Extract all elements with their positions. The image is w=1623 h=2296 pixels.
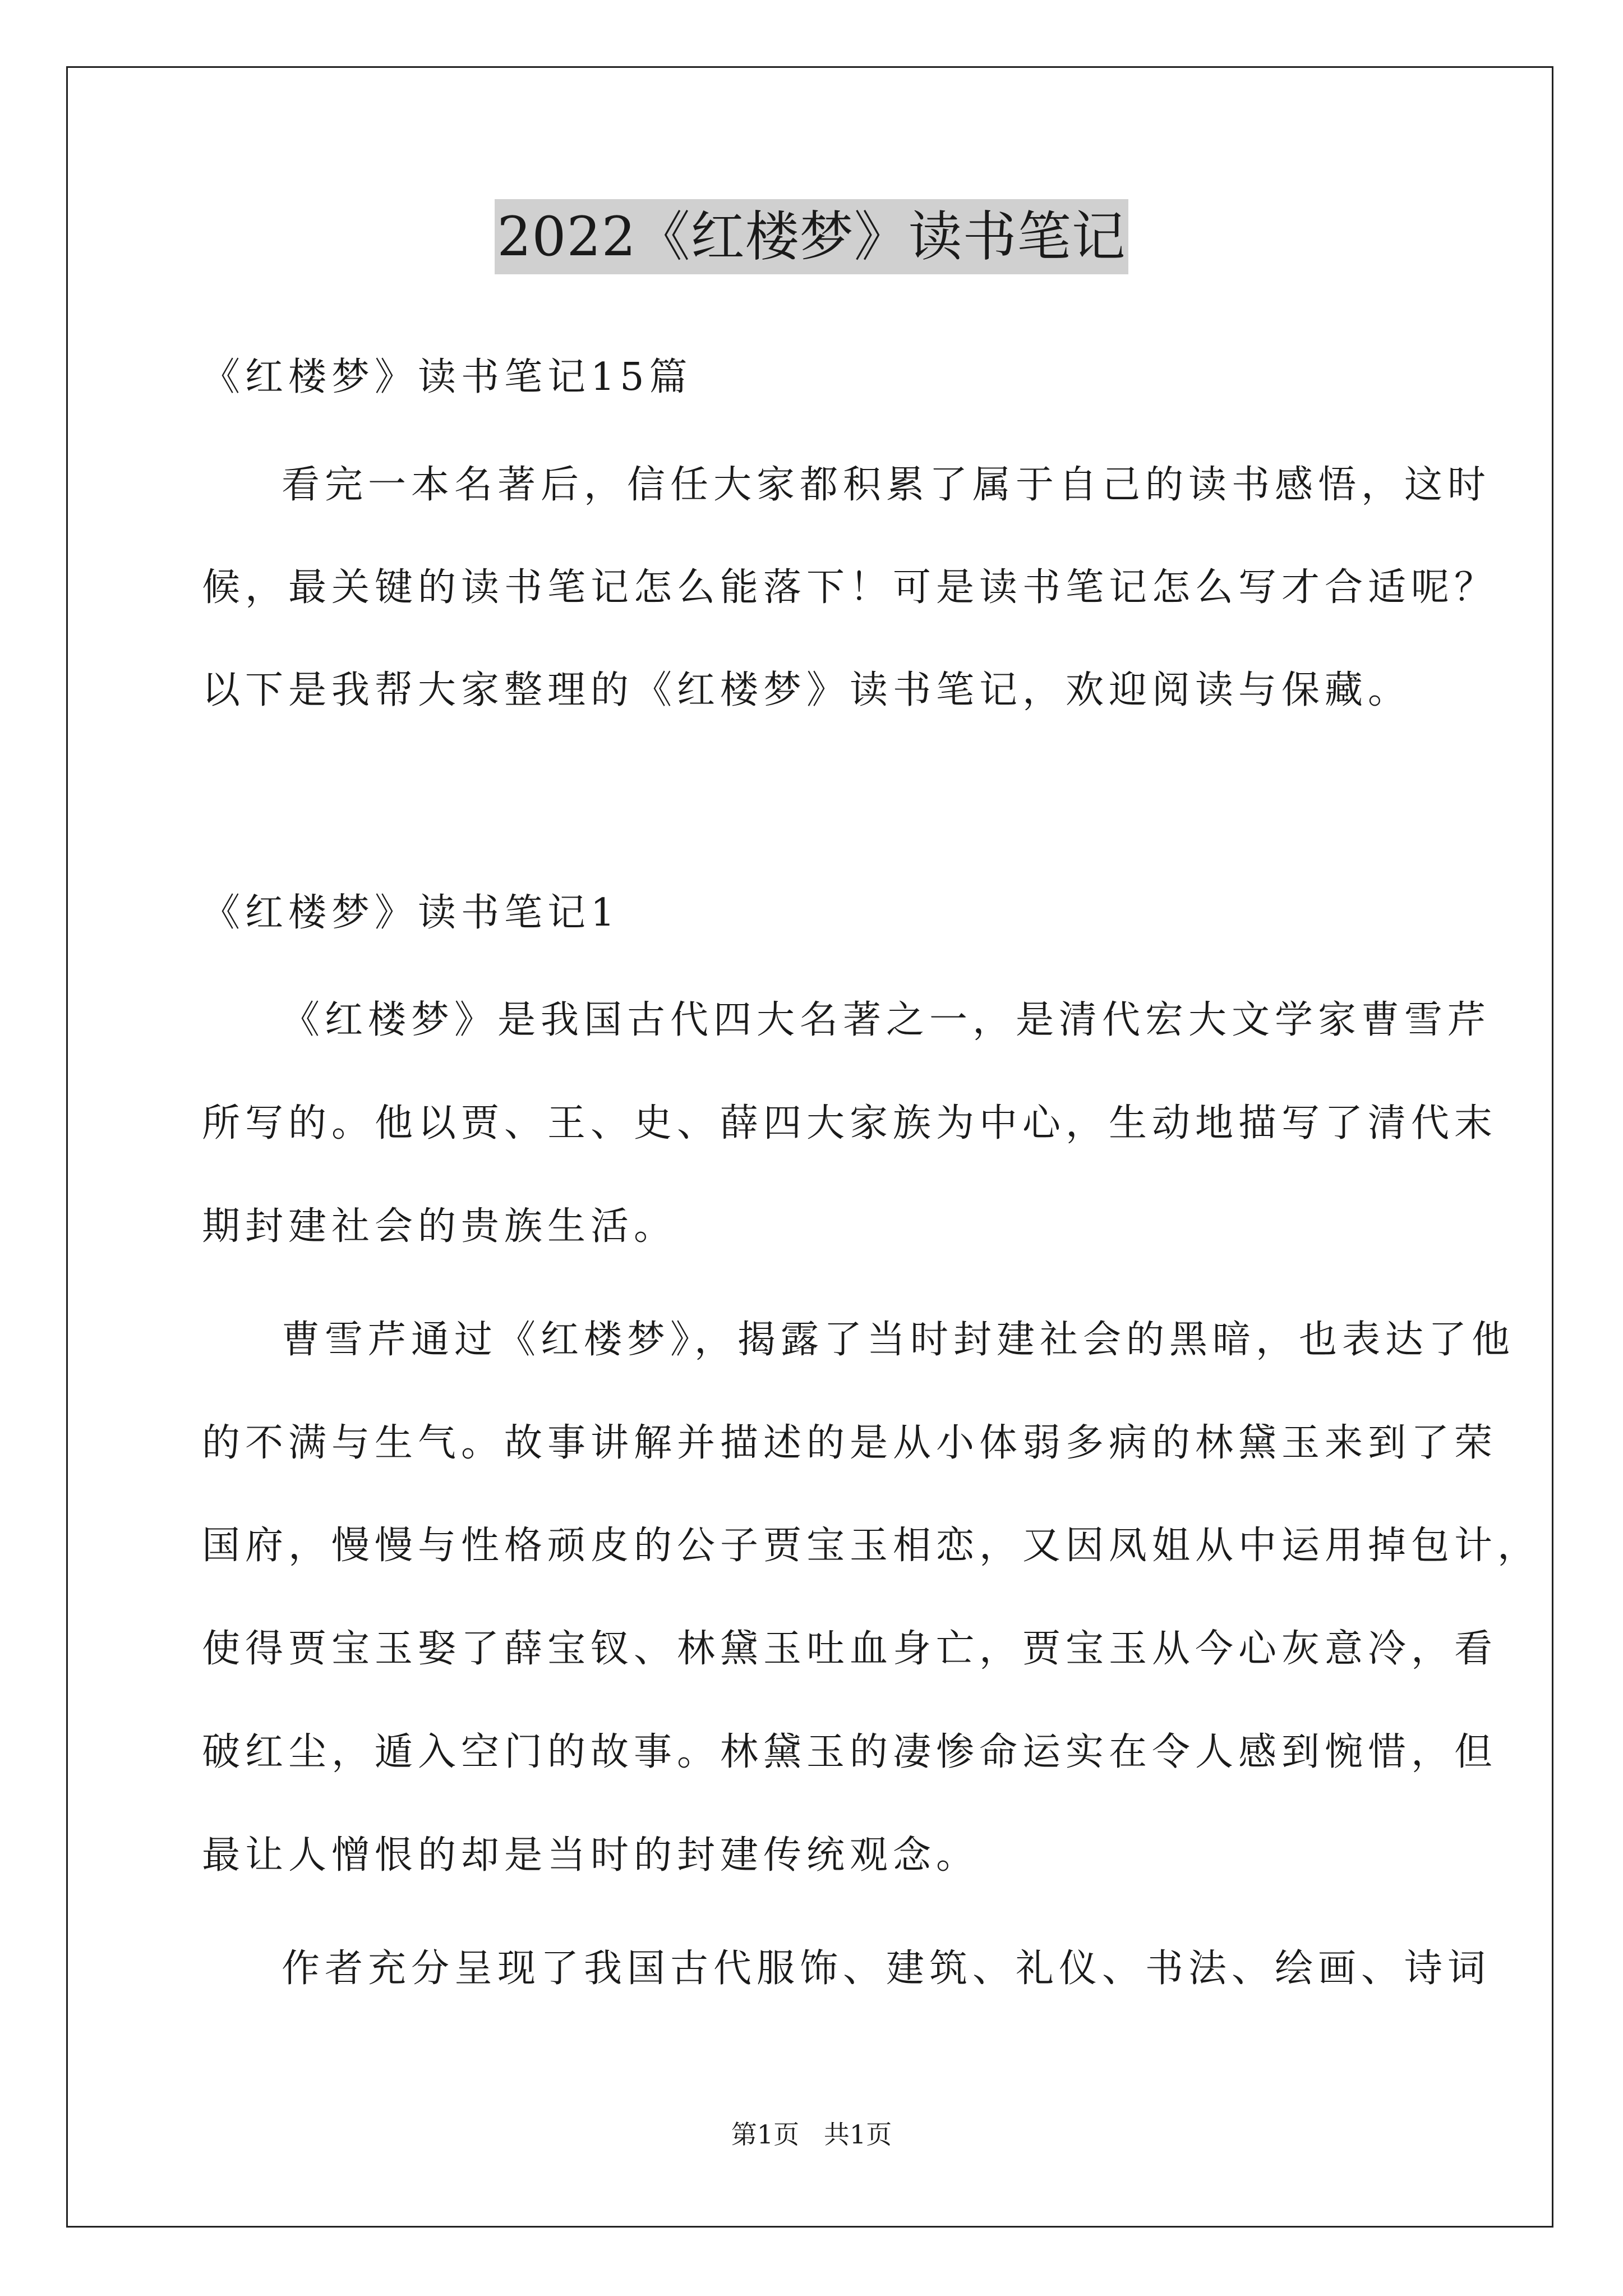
intro-line: 以下是我帮大家整理的《红楼梦》读书笔记，欢迎阅读与保藏。 [202, 668, 1412, 712]
paragraph-line: 《红楼梦》是我国古代四大名著之一，是清代宏大文学家曹雪芹 [282, 998, 1491, 1042]
intro-line: 候，最关键的读书笔记怎么能落下！可是读书笔记怎么写才合适呢？ [202, 565, 1498, 610]
title-container [0, 199, 1623, 274]
paragraph-line: 破红尘，遁入空门的故事。林黛玉的凄惨命运实在令人感到惋惜，但 [202, 1730, 1498, 1774]
paragraph-line: 最让人憎恨的却是当时的封建传统观念。 [202, 1833, 980, 1878]
section-heading: 《红楼梦》读书笔记1 [202, 891, 620, 935]
paragraph-line: 作者充分呈现了我国古代服饰、建筑、礼仪、书法、绘画、诗词 [282, 1947, 1491, 1991]
paragraph-line: 的不满与生气。故事讲解并描述的是从小体弱多病的林黛玉来到了荣 [202, 1421, 1498, 1465]
paragraph-line: 使得贾宝玉娶了薛宝钗、林黛玉吐血身亡，贾宝玉从今心灰意冷，看 [202, 1627, 1498, 1671]
intro-line: 看完一本名著后，信任大家都积累了属于自己的读书感悟，这时 [282, 463, 1491, 507]
document-title: 2022《红楼梦》读书笔记 [495, 199, 1128, 274]
page-footer: 第1页 共1页 [731, 2119, 892, 2150]
paragraph-line: 所写的。他以贾、王、史、薛四大家族为中心，生动地描写了清代末 [202, 1101, 1498, 1145]
subtitle: 《红楼梦》读书笔记15篇 [202, 355, 693, 399]
paragraph-line: 国府，慢慢与性格顽皮的公子贾宝玉相恋，又因凤姐从中运用掉包计， [202, 1524, 1541, 1568]
paragraph-line: 曹雪芹通过《红楼梦》，揭露了当时封建社会的黑暗，也表达了他 [282, 1318, 1515, 1362]
paragraph-line: 期封建社会的贵族生活。 [202, 1204, 677, 1249]
